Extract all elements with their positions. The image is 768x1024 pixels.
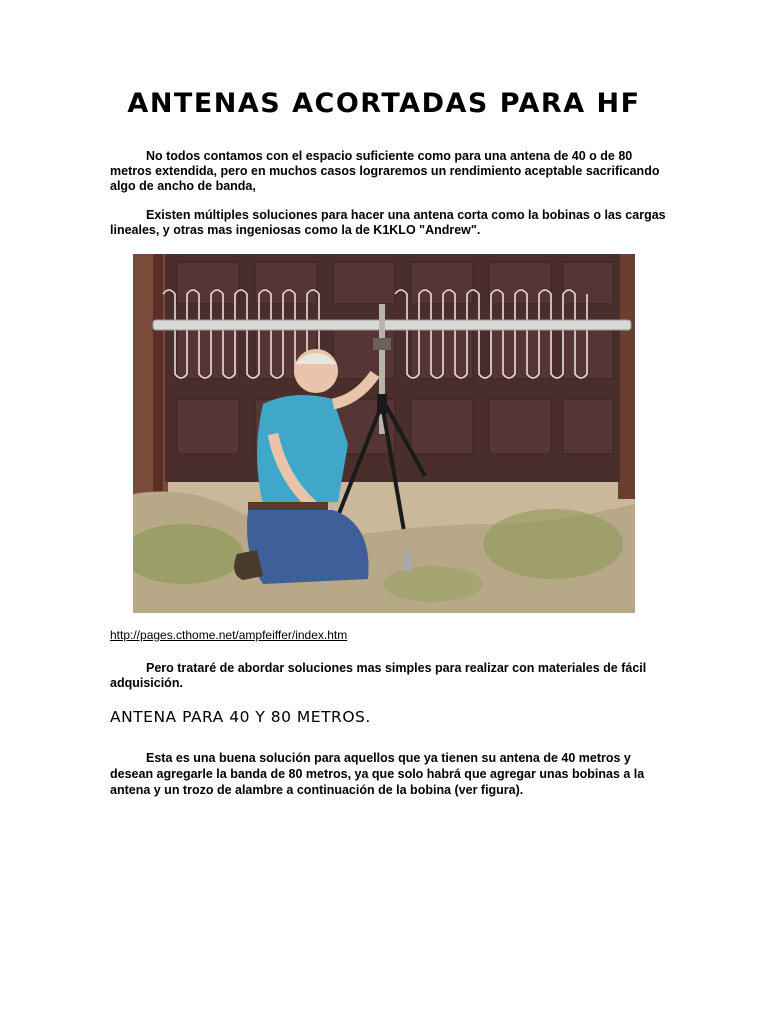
page-title: ANTENAS ACORTADAS PARA HF: [127, 88, 641, 119]
antenna-photo: [133, 254, 635, 613]
approach-paragraph: Pero trataré de abordar soluciones mas simples para realizar con materiales de fácil adquisición.: [110, 661, 647, 690]
antenna-photo-illustration: [133, 254, 635, 613]
antenna-40-80-paragraph: Esta es una buena solución para aquellos que ya tienen su antena de 40 metros y desean agregarle la banda de 80 metros, ya que solo habrá que agregar unas bobinas a la antena y un trozo de alambre a continuación de la bobina (ver figura).: [110, 751, 645, 797]
intro-paragraph: No todos contamos con el espacio suficiente como para una antena de 40 o de 80 metros extendida, pero en muchos casos lograremos un rendimiento aceptable sacrificando algo de ancho de banda,: [110, 149, 660, 193]
source-link[interactable]: http://pages.cthome.net/ampfeiffer/index.htm: [110, 628, 348, 642]
section-heading: ANTENA PARA 40 Y 80 METROS.: [110, 708, 371, 726]
solutions-paragraph: Existen múltiples soluciones para hacer una antena corta como la bobinas o las cargas lineales, y otras mas ingeniosas como la de K1KLO "Andrew".: [110, 208, 666, 237]
